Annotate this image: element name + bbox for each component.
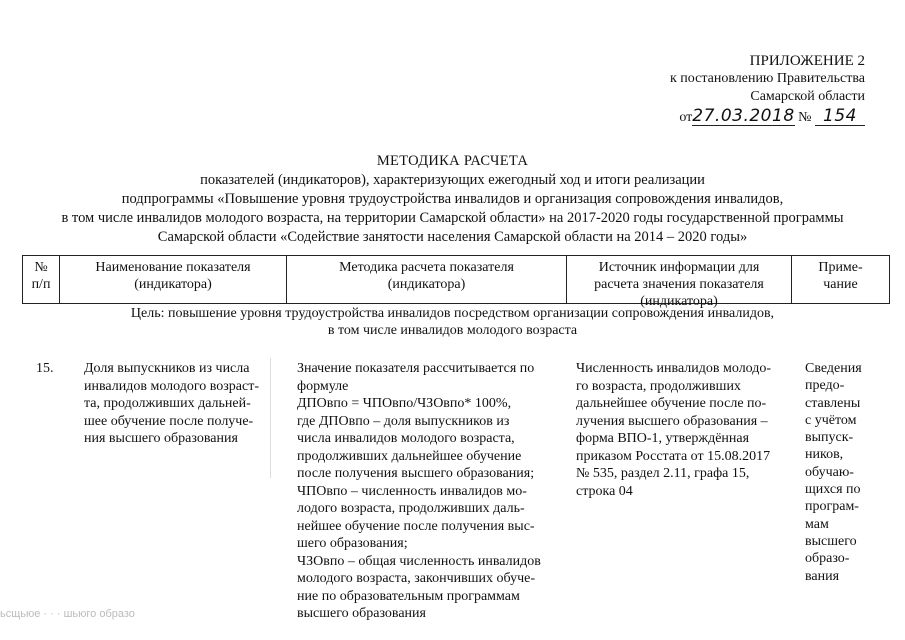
note-line: ставлены [805, 395, 861, 411]
document-title: МЕТОДИКА РАСЧЕТА [376, 153, 529, 169]
header-col-note-line: чание [823, 277, 858, 292]
appendix-title: ПРИЛОЖЕНИЕ 2 [749, 53, 865, 69]
appendix-block [670, 52, 865, 127]
header-col-note-line: Приме- [818, 260, 863, 275]
method-line: ЧЗОвпо – общая численность инвалидов [297, 553, 541, 569]
note-line: програм- [805, 499, 859, 515]
header-col-source-line: Источник информации для [598, 260, 760, 275]
note-line: образо- [805, 551, 850, 567]
name-line: ния высшего образования [84, 431, 238, 446]
calculation-method [297, 360, 573, 623]
header-col-source-line: (индикатора) [640, 294, 718, 309]
number-prefix: № [798, 110, 812, 125]
header-col-name [60, 256, 287, 303]
appendix-date-row [670, 107, 865, 127]
method-line: числа инвалидов молодого возраста, [297, 431, 515, 446]
note-line: предо- [805, 378, 845, 394]
heading-line-3: в том числе инвалидов молодого возраста, на территории Самарской области» на 2017-2020 годы государственной программы [61, 210, 844, 226]
header-col-number-line: № [34, 260, 48, 275]
handwritten-number: 154 [815, 107, 865, 126]
method-line: молодого возраста, закончивших обуче- [297, 571, 535, 586]
name-line: Доля выпускников из числа [84, 361, 250, 376]
note-line: обучаю- [805, 464, 854, 480]
source-line: строка 04 [576, 483, 633, 499]
header-col-source-line: расчета значения показателя [594, 277, 764, 292]
method-line: шего образования; [297, 536, 408, 551]
from-prefix: от [679, 110, 693, 125]
note-line: мам [805, 516, 829, 532]
information-source [576, 360, 794, 500]
goal-line: в том числе инвалидов молодого возраста [327, 323, 578, 338]
note-line: выпуск- [805, 430, 854, 446]
header-col-number [23, 256, 60, 303]
source-line: приказом Росстата от 15.08.2017 [576, 448, 771, 464]
note-line: щихся по [805, 482, 861, 498]
row-number: 15. [36, 361, 54, 376]
note-line: высшего [805, 533, 857, 549]
heading-line-4: Самарской области «Содействие занятости населения Самарской области на 2014 – 2020 годы» [157, 229, 748, 245]
header-col-source [567, 256, 792, 309]
name-line: инвалидов молодого возраст- [84, 378, 259, 394]
heading-line-2: подпрограммы «Повышение уровня трудоустройства инвалидов и организация сопровождения инвалидов, [121, 191, 784, 207]
method-line: после получения высшего образования; [297, 466, 535, 481]
source-line: лучения высшего образования – [576, 413, 768, 429]
scan-fold-line [270, 358, 271, 478]
method-line: нейшее обучение после получения выс- [297, 518, 535, 534]
header-col-name-line: (индикатора) [134, 277, 212, 292]
handwritten-date: 27.03.2018 [692, 106, 795, 126]
method-line: Значение показателя рассчитывается по [297, 361, 535, 376]
note-line: с учётом [805, 412, 857, 428]
source-line: го возраста, продолживших [576, 378, 741, 394]
header-col-number-line: п/п [31, 277, 51, 292]
note-line: Сведения [805, 361, 862, 376]
note-line: вания [805, 568, 840, 584]
appendix-line3: Самарской области [750, 89, 865, 104]
source-line: форма ВПО-1, утверждённая [576, 431, 750, 446]
appendix-line2: к постановлению Правительства [669, 71, 865, 86]
header-col-method-line: Методика расчета показателя [339, 260, 514, 275]
method-line: лодого возраста, продолживших даль- [297, 501, 525, 516]
note-line: ников, [805, 447, 844, 463]
method-line: ЧПОвпо – численность инвалидов мо- [297, 483, 527, 499]
indicator-name [84, 360, 278, 448]
method-line: продолживших дальнейшее обучение [297, 448, 522, 464]
table-header [22, 255, 890, 309]
source-line: Численность инвалидов молодо- [576, 361, 772, 376]
name-line: шее обучение после получе- [84, 413, 254, 429]
ghost-scan-text: ьсщьюе · · · шьюго образо [0, 608, 135, 620]
header-col-note [792, 256, 889, 303]
goal-line: Цель: повышение уровня трудоустройства инвалидов посредством организации сопровождения инвалидов, [130, 306, 775, 321]
goal-text [0, 305, 905, 339]
source-line: дальнейшее обучение после по- [576, 396, 767, 411]
method-line: ДПОвпо = ЧПОвпо/ЧЗОвпо* 100%, [297, 396, 512, 411]
method-line: где ДПОвпо – доля выпускников из [297, 413, 510, 429]
method-line: высшего образования [297, 606, 426, 621]
header-col-method-line: (индикатора) [387, 277, 466, 292]
method-line: ние по образовательным программам [297, 588, 520, 604]
heading-line-1: показателей (индикаторов), характеризующих ежегодный ход и итоги реализации [200, 172, 705, 188]
name-line: та, продолживших дальней- [84, 396, 251, 411]
document-heading [0, 152, 905, 247]
header-col-method [287, 256, 567, 303]
note [805, 360, 877, 585]
method-line: формуле [297, 378, 349, 394]
header-col-name-line: Наименование показателя [95, 260, 251, 275]
source-line: № 535, раздел 2.11, графа 15, [576, 466, 750, 481]
